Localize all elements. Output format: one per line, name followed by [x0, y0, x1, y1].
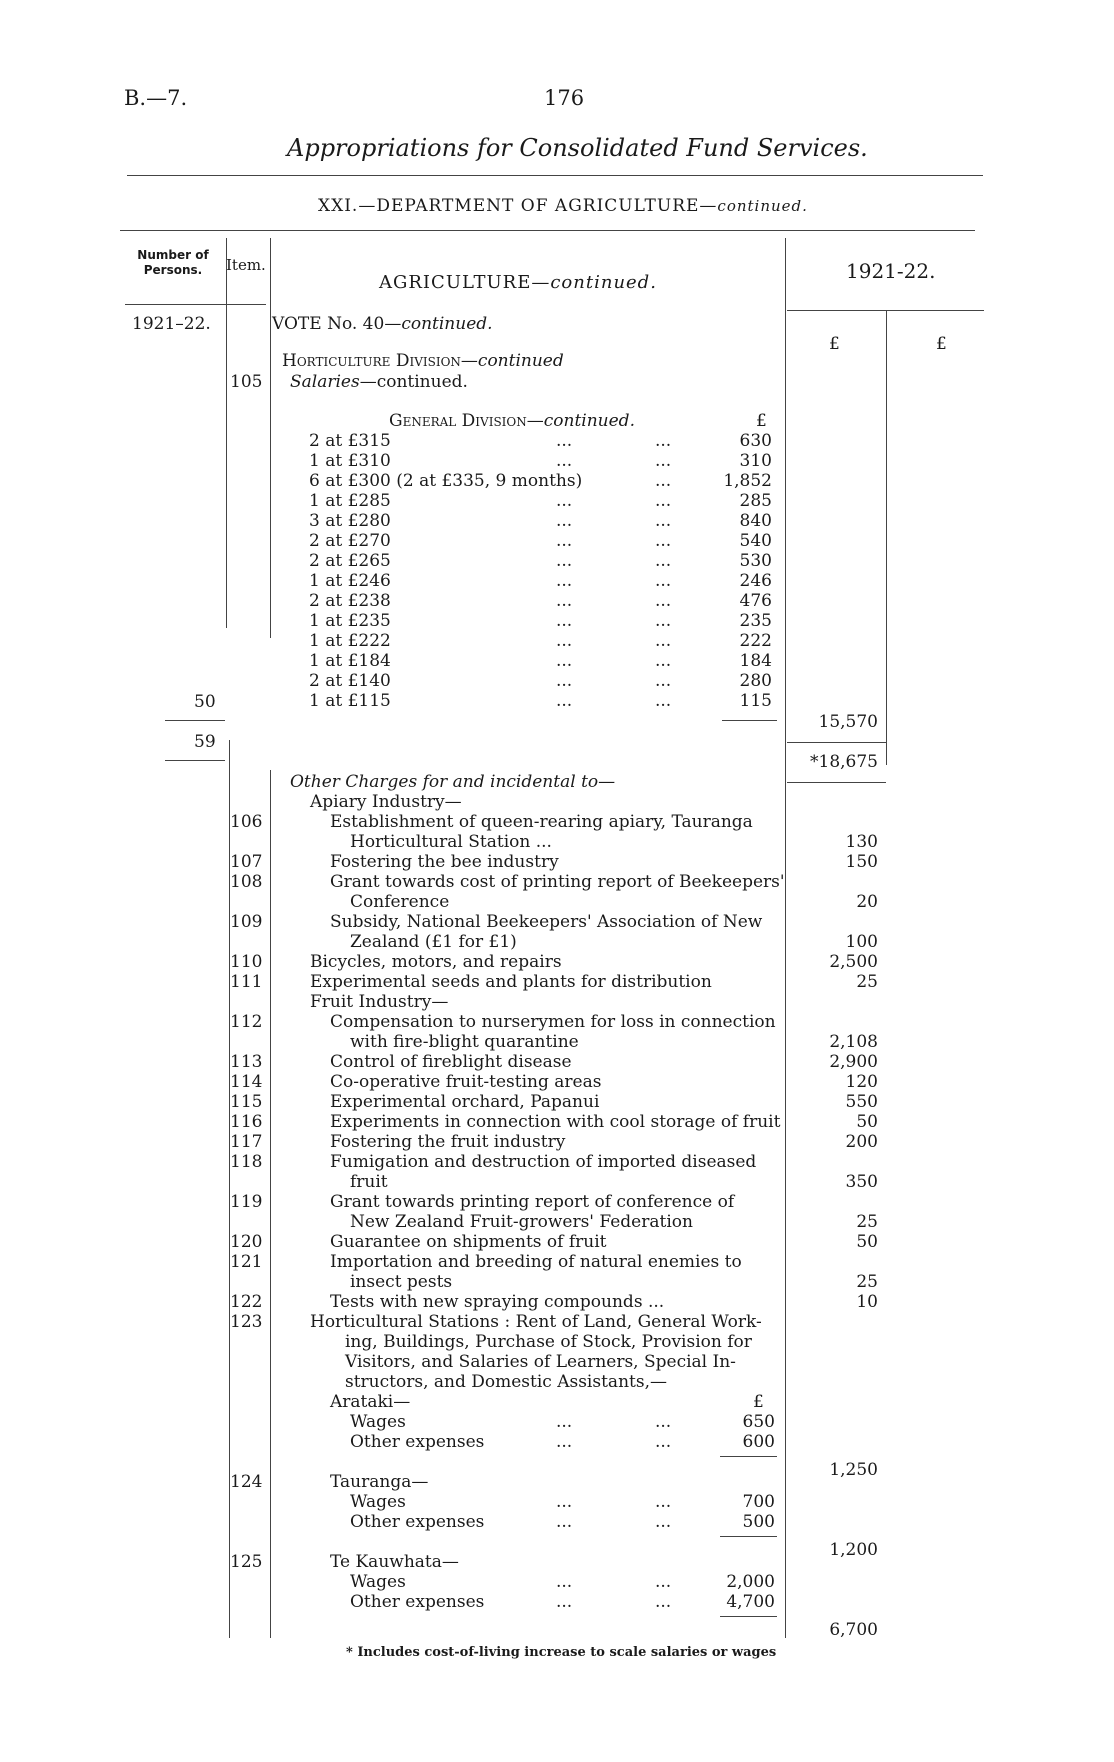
- charge-desc-line: Guarantee on shipments of fruit: [330, 1232, 607, 1252]
- salary-line-amount: 476: [739, 591, 772, 611]
- station-wages-label: Wages: [350, 1412, 406, 1432]
- section-header: AGRICULTURE—continued.: [379, 272, 657, 293]
- salary-line-amount: 540: [739, 531, 772, 551]
- station-total: 1,200: [829, 1540, 878, 1560]
- leader-dots: ...: [556, 571, 573, 591]
- other-charges-heading: Other Charges for and incidental to—: [290, 772, 616, 792]
- title-rule: [127, 175, 983, 176]
- leader-dots: ...: [655, 671, 672, 691]
- station-total: 6,700: [829, 1620, 878, 1640]
- charge-amount: 550: [845, 1092, 878, 1112]
- charge-desc-line: Grant towards printing report of conference of: [330, 1192, 735, 1212]
- leader-dots: ...: [655, 631, 672, 651]
- station-wages-label: Wages: [350, 1572, 406, 1592]
- salary-line-amount: 222: [739, 631, 772, 651]
- charge-desc-line: Fostering the fruit industry: [330, 1132, 566, 1152]
- charge-desc-line: Fostering the bee industry: [330, 852, 559, 872]
- general-division-heading: General Division—continued.: [389, 411, 635, 431]
- salary-subtotal-rule: [722, 720, 777, 721]
- charge-desc-line: Tests with new spraying compounds ...: [330, 1292, 665, 1312]
- charge-item-number: 115: [230, 1092, 263, 1112]
- leader-dots: ...: [655, 1512, 672, 1532]
- charge-item-number: 117: [230, 1132, 263, 1152]
- fruit-heading: Fruit Industry—: [310, 992, 449, 1012]
- charge-item-number: 114: [230, 1072, 263, 1092]
- charge-desc-line: insect pests: [350, 1272, 453, 1292]
- charge-amount: 350: [845, 1172, 878, 1192]
- station-subtotal-rule: [720, 1456, 777, 1457]
- charge-amount: 50: [856, 1112, 878, 1132]
- charge-item-number: 108: [230, 872, 263, 892]
- leader-dots: ...: [556, 431, 573, 451]
- leader-dots: ...: [556, 1512, 573, 1532]
- station-wages-label: Wages: [350, 1492, 406, 1512]
- persons-year: 1921–22.: [132, 314, 211, 334]
- charge-amount: 20: [856, 892, 878, 912]
- department-heading: XXI.—DEPARTMENT OF AGRICULTURE—continued.: [318, 196, 808, 216]
- leader-dots: ...: [655, 511, 672, 531]
- charge-desc-line: Establishment of queen-rearing apiary, Tauranga: [330, 812, 753, 832]
- salary-line-desc: 2 at £238: [309, 591, 391, 611]
- salary-line-desc: 2 at £265: [309, 551, 391, 571]
- leader-dots: ...: [655, 491, 672, 511]
- persons-subtotal-rule: [165, 720, 225, 721]
- vote-heading: VOTE No. 40—continued.: [272, 314, 493, 334]
- stations-desc-line: ing, Buildings, Purchase of Stock, Provision for: [345, 1332, 752, 1352]
- salary-line-amount: 184: [739, 651, 772, 671]
- charge-item-number: 110: [230, 952, 263, 972]
- leader-dots: ...: [655, 531, 672, 551]
- leader-dots: ...: [655, 691, 672, 711]
- leader-dots: ...: [556, 1572, 573, 1592]
- leader-dots: ...: [556, 1492, 573, 1512]
- salary-line-desc: 1 at £184: [309, 651, 391, 671]
- charge-item-number: 112: [230, 1012, 263, 1032]
- station-name: Arataki—: [330, 1392, 411, 1412]
- salary-pound-sign: £: [756, 411, 767, 431]
- item-header-rule: [226, 304, 266, 305]
- charge-item-number: 119: [230, 1192, 263, 1212]
- salaries-grand-total: *18,675: [810, 752, 878, 772]
- pound-sign-total: £: [936, 334, 947, 354]
- charge-amount: 2,108: [829, 1032, 878, 1052]
- leader-dots: ...: [556, 691, 573, 711]
- page-number: 176: [544, 86, 585, 110]
- salary-line-amount: 246: [739, 571, 772, 591]
- charge-item-number: 109: [230, 912, 263, 932]
- salary-line-amount: 285: [739, 491, 772, 511]
- salary-line-amount: 280: [739, 671, 772, 691]
- grand-total-rule: [787, 782, 886, 783]
- leader-dots: ...: [655, 591, 672, 611]
- charge-desc-line: fruit: [350, 1172, 388, 1192]
- stations-desc-line: structors, and Domestic Assistants,—: [345, 1372, 667, 1392]
- footnote: * Includes cost-of-living increase to scale salaries or wages: [346, 1645, 777, 1660]
- leader-dots: ...: [556, 491, 573, 511]
- persons-division-count: 50: [194, 692, 216, 712]
- station-item-number: 125: [230, 1552, 263, 1572]
- leader-dots: ...: [556, 1592, 573, 1612]
- salary-total-rule: [787, 742, 886, 743]
- salary-line-desc: 3 at £280: [309, 511, 391, 531]
- leader-dots: ...: [556, 531, 573, 551]
- desc-amount-divider: [785, 238, 786, 1638]
- charge-desc-line: Experiments in connection with cool storage of fruit: [330, 1112, 781, 1132]
- leader-dots: ...: [556, 451, 573, 471]
- charge-amount: 120: [845, 1072, 878, 1092]
- charge-item-number: 121: [230, 1252, 263, 1272]
- leader-dots: ...: [655, 451, 672, 471]
- salary-line-desc: 6 at £300 (2 at £335, 9 months): [309, 471, 583, 491]
- number-of-persons-header: Number of Persons.: [137, 248, 209, 277]
- leader-dots: ...: [655, 1492, 672, 1512]
- station-wages: 2,000: [726, 1572, 775, 1592]
- station-wages: 700: [742, 1492, 775, 1512]
- charge-amount: 2,900: [829, 1052, 878, 1072]
- charge-item-number: 106: [230, 812, 263, 832]
- apiary-heading: Apiary Industry—: [310, 792, 462, 812]
- salaries-item: 105: [230, 372, 263, 392]
- station-name: Tauranga—: [330, 1472, 429, 1492]
- leader-dots: ...: [556, 1412, 573, 1432]
- salary-line-desc: 2 at £270: [309, 531, 391, 551]
- salary-line-amount: 630: [739, 431, 772, 451]
- station-subtotal-rule: [720, 1616, 777, 1617]
- salary-line-desc: 1 at £246: [309, 571, 391, 591]
- salary-line-amount: 115: [739, 691, 772, 711]
- station-other-label: Other expenses: [350, 1432, 485, 1452]
- station-other-label: Other expenses: [350, 1512, 485, 1532]
- charge-desc-line: Experimental seeds and plants for distribution: [310, 972, 712, 992]
- charge-item-number: 107: [230, 852, 263, 872]
- leader-dots: ...: [655, 1412, 672, 1432]
- charge-amount: 25: [856, 1212, 878, 1232]
- salary-line-desc: 1 at £222: [309, 631, 391, 651]
- station-subtotal-rule: [720, 1536, 777, 1537]
- leader-dots: ...: [556, 611, 573, 631]
- charge-desc-line: Grant towards cost of printing report of Beekeepers': [330, 872, 785, 892]
- persons-total-rule: [165, 760, 225, 761]
- charge-amount: 10: [856, 1292, 878, 1312]
- leader-dots: ...: [655, 1592, 672, 1612]
- station-other-expenses: 500: [742, 1512, 775, 1532]
- leader-dots: ...: [655, 1572, 672, 1592]
- station-other-label: Other expenses: [350, 1592, 485, 1612]
- pound-sign-amount: £: [829, 334, 840, 354]
- charge-desc-line: Experimental orchard, Papanui: [330, 1092, 600, 1112]
- salary-total: 15,570: [818, 712, 878, 732]
- salary-line-amount: 840: [739, 511, 772, 531]
- persons-total-count: 59: [194, 732, 216, 752]
- amount-total-divider: [886, 310, 887, 765]
- stations-desc-line: Visitors, and Salaries of Learners, Special In-: [345, 1352, 736, 1372]
- leader-dots: ...: [556, 591, 573, 611]
- charge-amount: 100: [845, 932, 878, 952]
- charge-desc-line: Bicycles, motors, and repairs: [310, 952, 562, 972]
- leader-dots: ...: [556, 651, 573, 671]
- leader-dots: ...: [556, 631, 573, 651]
- salary-line-amount: 235: [739, 611, 772, 631]
- item-desc-divider-lower: [270, 770, 271, 1638]
- charge-desc-line: Subsidy, National Beekeepers' Association of New: [330, 912, 763, 932]
- charge-item-number: 120: [230, 1232, 263, 1252]
- charge-item-number: 116: [230, 1112, 263, 1132]
- leader-dots: ...: [655, 471, 672, 491]
- charge-amount: 25: [856, 972, 878, 992]
- charge-desc-line: Compensation to nurserymen for loss in connection: [330, 1012, 776, 1032]
- charge-desc-line: Horticultural Station ...: [350, 832, 552, 852]
- charge-item-number: 118: [230, 1152, 263, 1172]
- item-header: Item.: [226, 256, 266, 274]
- salary-line-desc: 1 at £285: [309, 491, 391, 511]
- persons-header-rule: [125, 304, 226, 305]
- station-name: Te Kauwhata—: [330, 1552, 459, 1572]
- salary-line-desc: 1 at £115: [309, 691, 391, 711]
- leader-dots: ...: [655, 1432, 672, 1452]
- year-header: 1921-22.: [846, 259, 936, 283]
- salary-line-amount: 530: [739, 551, 772, 571]
- station-other-expenses: 600: [742, 1432, 775, 1452]
- charge-amount: 2,500: [829, 952, 878, 972]
- salary-line-desc: 1 at £310: [309, 451, 391, 471]
- salaries-heading: Salaries—continued.: [290, 372, 468, 392]
- salary-line-amount: 310: [739, 451, 772, 471]
- charge-desc-line: Co-operative fruit-testing areas: [330, 1072, 602, 1092]
- header-rule: [120, 230, 975, 231]
- charge-desc-line: with fire-blight quarantine: [350, 1032, 579, 1052]
- station-other-expenses: 4,700: [726, 1592, 775, 1612]
- salary-line-desc: 1 at £235: [309, 611, 391, 631]
- item-desc-divider: [270, 238, 271, 638]
- charge-item-number: 111: [230, 972, 263, 992]
- charge-amount: 150: [845, 852, 878, 872]
- charge-desc-line: Conference: [350, 892, 450, 912]
- leader-dots: ...: [556, 551, 573, 571]
- stations-item-number: 123: [230, 1312, 263, 1332]
- charge-desc-line: Fumigation and destruction of imported diseased: [330, 1152, 757, 1172]
- stations-desc-line: Horticultural Stations : Rent of Land, General Work-: [310, 1312, 762, 1332]
- station-total: 1,250: [829, 1460, 878, 1480]
- charge-desc-line: Zealand (£1 for £1): [350, 932, 517, 952]
- leader-dots: ...: [655, 571, 672, 591]
- persons-item-divider: [226, 238, 227, 628]
- leader-dots: ...: [655, 611, 672, 631]
- salary-line-desc: 2 at £140: [309, 671, 391, 691]
- charge-item-number: 113: [230, 1052, 263, 1072]
- charge-item-number: 122: [230, 1292, 263, 1312]
- salary-line-amount: 1,852: [723, 471, 772, 491]
- page-title: Appropriations for Consolidated Fund Services.: [287, 134, 868, 162]
- leader-dots: ...: [556, 671, 573, 691]
- charge-amount: 25: [856, 1272, 878, 1292]
- charge-desc-line: New Zealand Fruit-growers' Federation: [350, 1212, 693, 1232]
- leader-dots: ...: [556, 511, 573, 531]
- leader-dots: ...: [655, 551, 672, 571]
- charge-desc-line: Importation and breeding of natural enemies to: [330, 1252, 742, 1272]
- station-item-number: 124: [230, 1472, 263, 1492]
- horticulture-heading: Horticulture Division—continued: [282, 351, 564, 371]
- charge-amount: 50: [856, 1232, 878, 1252]
- leader-dots: ...: [655, 431, 672, 451]
- stations-pound-sign: £: [753, 1392, 764, 1412]
- leader-dots: ...: [655, 651, 672, 671]
- charge-desc-line: Control of fireblight disease: [330, 1052, 572, 1072]
- charge-amount: 130: [845, 832, 878, 852]
- leader-dots: ...: [556, 1432, 573, 1452]
- charge-amount: 200: [845, 1132, 878, 1152]
- page-ref: B.—7.: [124, 86, 188, 110]
- salary-line-desc: 2 at £315: [309, 431, 391, 451]
- station-wages: 650: [742, 1412, 775, 1432]
